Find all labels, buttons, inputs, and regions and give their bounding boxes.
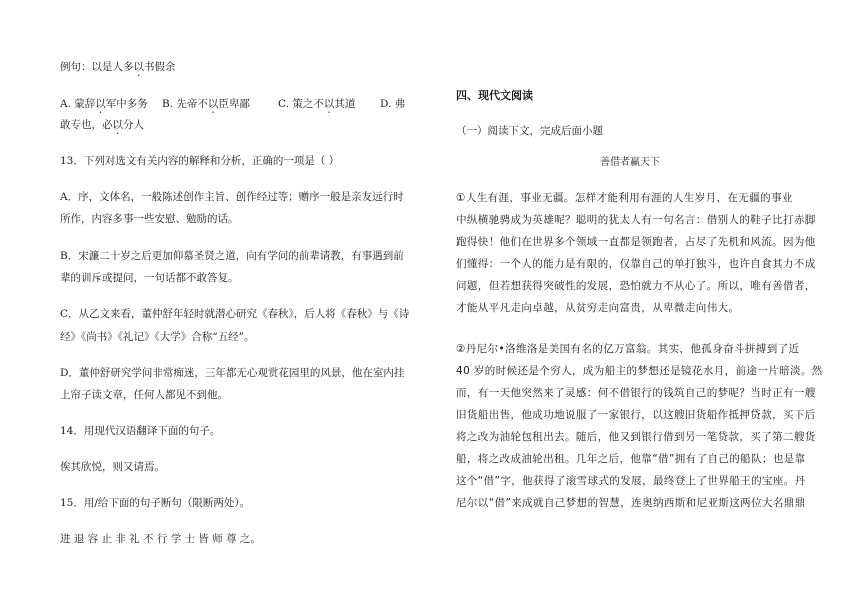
para1-line: 才能从平凡走向卓越，从贫穷走向富贵，从卑微走向伟大。	[456, 302, 740, 314]
para1-line: ①人生有涯，事业无疆。怎样才能利用有涯的人生岁月，在无疆的事业	[456, 192, 793, 204]
sub-heading: （一）阅读下文，完成后面小题	[456, 125, 603, 137]
para2-line: 40 岁的时候还是个穷人，成为船主的梦想还是镜花水月，前途一片暗淡。然	[456, 365, 823, 377]
para2-line: 旧货船出售，他成功地说服了一家银行，以这艘旧货船作抵押贷款，买下后	[456, 409, 816, 421]
q13-option-c-line2: 经》《尚书》《礼记》《大学》合称“五经”。	[60, 331, 255, 343]
q12-options-line1	[60, 95, 426, 116]
q13-option-d-line1: D．董仲舒研究学问非常痴迷，三年都无心观赏花园里的风景，他在室内挂	[60, 367, 405, 379]
para1-line: 跑得快！他们在世界多个领域一直都是领跑者，占尽了先机和风流。因为他	[456, 236, 816, 248]
q13-option-a-line2: 所作，内容多事一些安慰、勉励的话。	[60, 213, 239, 225]
q13-option-b-line1: B．宋濂二十岁之后更加仰慕圣贤之道，向有学问的前辈请教，有事遇到前	[60, 250, 404, 262]
option-a: A. 蒙辞以军中多务	[60, 98, 148, 110]
para2-line: ②丹尼尔•洛维洛是美国有名的亿万富翁。其实，他孤身奋斗拼搏到了近	[456, 343, 800, 355]
q15-sentence: 进 退 容 止 非 礼 不 行 学 士 皆 师 尊 之。	[60, 533, 261, 545]
q13-option-a-line1: A．序，文体名，一般陈述创作主旨、创作经过等；赠序一般是亲友远行时	[60, 191, 404, 203]
section-title: 四、现代文阅读	[456, 89, 533, 102]
q12-options-line2: 敢专也，必以分人	[60, 119, 144, 131]
para2-line: 而，有一天他突然来了灵感：何不借银行的钱筑自己的梦呢？当时正有一艘	[456, 387, 816, 399]
q14-stem: 14．用现代汉语翻译下面的句子。	[60, 425, 221, 437]
para1-line: 们懂得：一个人的能力是有限的，仅靠自己的单打独斗，也许自食其力不成	[456, 258, 816, 270]
option-d: D. 弗	[380, 98, 406, 110]
para2-line: 这个“借”字，他获得了滚雪球式的发展，最终登上了世界船王的宝座。丹	[456, 475, 806, 487]
para2-line: 船，将之改成油轮出租。几年之后，他靠“借”拥有了自己的船队；也是靠	[456, 453, 806, 465]
article-title: 善借者赢天下	[600, 157, 660, 168]
example-sentence: 例句：以是人多以书假余	[60, 61, 176, 73]
option-c: C. 策之不以其道	[278, 98, 356, 110]
q13-stem: 13．下列对选文有关内容的解释和分析，正确的一项是（ ）	[60, 155, 340, 167]
q14-sentence: 俟其欣悦，则又请焉。	[60, 461, 165, 473]
q13-option-b-line2: 辈的训斥或提问，一句话都不敢答复。	[60, 272, 239, 284]
para2-line: 尼尔以“借”来成就自己梦想的智慧，连奥纳西斯和尼亚斯这两位大名鼎鼎	[456, 497, 806, 509]
option-b: B. 先帝不以臣卑鄙	[162, 98, 250, 110]
para1-line: 问题，但若想获得突破性的发展，恐怕就力不从心了。所以，唯有善借者，	[456, 280, 816, 292]
para2-line: 将之改为油轮包租出去。随后，他又到银行借到另一笔贷款，买了第二艘货	[456, 431, 816, 443]
q13-option-d-line2: 上帘子读文章，任何人都见不到他。	[60, 389, 228, 401]
q15-stem: 15．用/给下面的句子断句（限断两处）。	[60, 497, 251, 509]
para1-line: 中纵横驰骋成为英雄呢？聪明的犹太人有一句名言：借别人的鞋子比打赤脚	[456, 214, 816, 226]
q13-option-c-line1: C．从乙文来看，董仲舒年轻时就潜心研究《春秋》，后人将《春秋》与《诗	[60, 308, 410, 320]
